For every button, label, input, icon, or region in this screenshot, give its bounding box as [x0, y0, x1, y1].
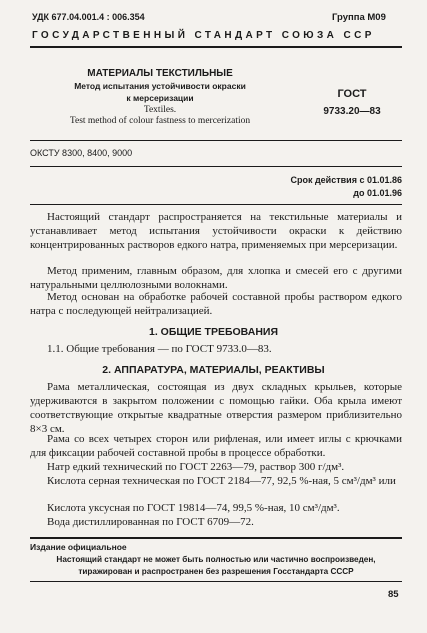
reproduction-notice-line-1: Настоящий стандарт не может быть полностью или частично воспроизведен, — [56, 555, 376, 564]
acetic-acid-paragraph: Кислота уксусная по ГОСТ 19814—74, 99,5 %-ная, 10 см³/дм³. — [47, 502, 340, 514]
udc-code: УДК 677.04.001.4 : 006.354 — [32, 12, 145, 22]
footer-bottom-rule — [30, 581, 402, 582]
validity-to: до 01.01.96 — [353, 188, 402, 198]
okstu-rule — [30, 166, 402, 167]
title-rule — [30, 140, 402, 141]
section-2-heading: 2. АППАРАТУРА, МАТЕРИАЛЫ, РЕАКТИВЫ — [102, 364, 325, 376]
group-code: Группа М09 — [332, 12, 386, 23]
sulfuric-acid-paragraph: Кислота серная техническая по ГОСТ 2184—77, 92,5 %-ная, 5 см³/дм³ или — [47, 475, 396, 487]
frame-description-paragraph: Рама металлическая, состоящая из двух складных крыльев, которые удерживаются в закрытом положении с помощью гайки. Оба крыла имеют соответствующие открытые квадратные отверстия размером приблизительно 8×3 см. — [30, 381, 402, 435]
english-title: Textiles. — [143, 105, 177, 115]
intro-paragraph-applicability: Метод применим, главным образом, для хлопка и смесей его с другими натуральными целлюлозными волокнами. — [30, 265, 402, 291]
footer-rule — [30, 537, 402, 539]
document-subtitle-line-2: к мерсеризации — [126, 93, 194, 103]
gost-number: 9733.20—83 — [323, 106, 381, 117]
official-edition-label: Издание официальное — [30, 542, 127, 552]
sodium-hydroxide-paragraph: Натр едкий технический по ГОСТ 2263—79, раствор 300 г/дм³. — [47, 461, 345, 473]
standard-banner: ГОСУДАРСТВЕННЫЙ СТАНДАРТ СОЮЗА ССР — [32, 30, 375, 41]
section-1-paragraph: 1.1. Общие требования — по ГОСТ 9733.0—83. — [47, 343, 272, 355]
english-subtitle: Test method of colour fastness to mercerization — [69, 116, 251, 126]
frame-needles-paragraph: Рама со всех четырех сторон или рифленая, или имеет иглы с крючками для фиксации рабочей составной пробы в процессе обработки. — [30, 433, 402, 459]
page-number: 85 — [388, 589, 399, 600]
reproduction-notice-line-2: тиражирован и распространен без разрешения Госстандарта СССР — [78, 567, 354, 576]
gost-label: ГОСТ — [337, 88, 367, 100]
intro-paragraph-principle: Метод основан на обработке рабочей составной пробы раствором едкого натра с последующей нейтрализацией. — [30, 291, 402, 317]
section-1-heading: 1. ОБЩИЕ ТРЕБОВАНИЯ — [148, 326, 278, 338]
header-rule — [30, 46, 402, 48]
okstu-codes: ОКСТУ 8300, 8400, 9000 — [30, 148, 133, 158]
document-title: МАТЕРИАЛЫ ТЕКСТИЛЬНЫЕ — [87, 68, 233, 79]
document-subtitle-line-1: Метод испытания устойчивости окраски — [74, 81, 246, 91]
intro-paragraph-scope: Настоящий стандарт распространяется на текстильные материалы и устанавливает метод испытания устойчивости окраски к действию концентрированных растворов едкого натра, применяемых при мерсеризации. — [30, 211, 402, 251]
validity-from: Срок действия с 01.01.86 — [290, 175, 402, 185]
distilled-water-paragraph: Вода дистиллированная по ГОСТ 6709—72. — [47, 516, 254, 528]
validity-rule — [30, 204, 402, 205]
